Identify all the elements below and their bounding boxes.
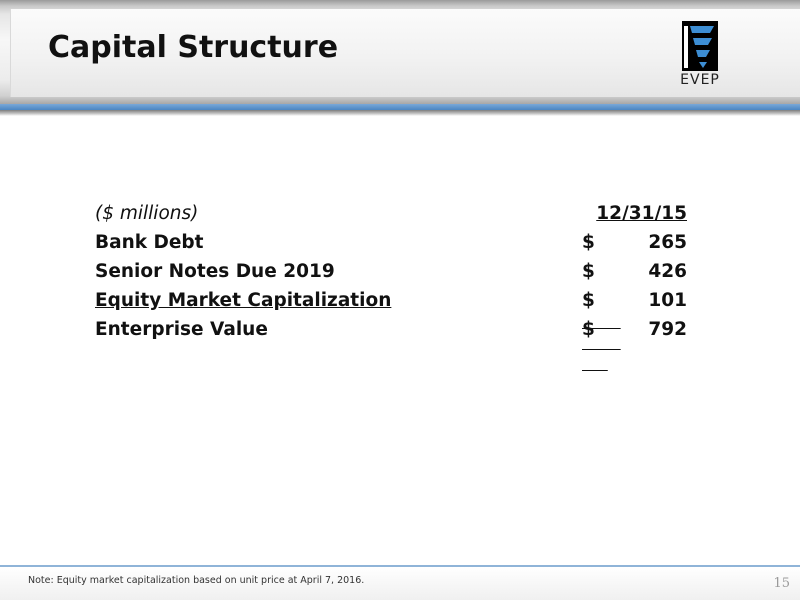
row-value: 101 (648, 290, 687, 311)
row-value: 265 (648, 232, 687, 253)
slide-title: Capital Structure (48, 30, 339, 65)
row-label: Enterprise Value (95, 319, 268, 340)
currency-symbol: $ (582, 261, 595, 282)
footnote: Note: Equity market capitalization based on unit price at April 7, 2016. (28, 575, 365, 586)
capital-structure-table (95, 203, 695, 348)
currency-symbol: $ (582, 319, 595, 340)
row-label: Bank Debt (95, 232, 204, 253)
row-label: Senior Notes Due 2019 (95, 261, 335, 282)
row-value: 792 (648, 319, 687, 340)
units-label: ($ millions) (95, 203, 199, 224)
date-column-header: 12/31/15 (596, 203, 687, 224)
row-value: 426 (648, 261, 687, 282)
table-row (95, 232, 695, 261)
table-row (95, 290, 695, 319)
currency-symbol: $ (582, 290, 595, 311)
table-row (95, 319, 695, 348)
logo-wordmark: EVEP (680, 72, 720, 88)
row-amount (582, 319, 687, 403)
table-row (95, 261, 695, 290)
slide-header (0, 0, 800, 104)
row-label: Equity Market Capitalization (95, 290, 392, 311)
page-number: 15 (773, 576, 790, 591)
header-shadow-band (0, 110, 800, 116)
table-header-row (95, 203, 695, 232)
currency-symbol: $ (582, 232, 595, 253)
